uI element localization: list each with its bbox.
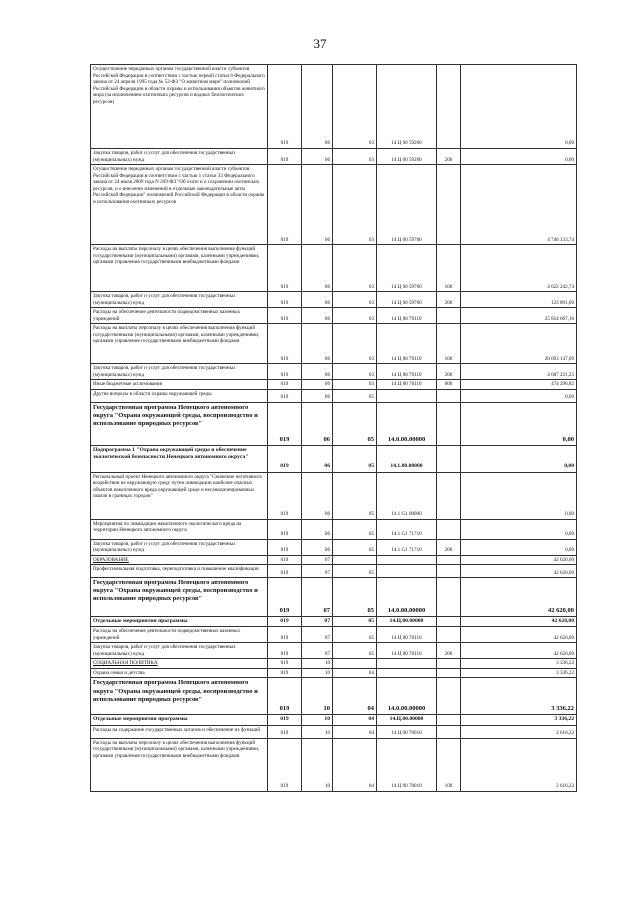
table-row — [91, 389, 577, 402]
row-amount: 0,00 — [461, 389, 577, 402]
row-target-article: 14 Ц 00 70110 — [377, 627, 437, 643]
row-amount: 3 336,22 — [461, 668, 577, 678]
row-section-code: 06 — [302, 445, 333, 472]
row-target-article: 14 Ц 00 70110 — [377, 364, 437, 380]
row-section-code: 07 — [302, 565, 333, 578]
row-section-code: 10 — [302, 715, 333, 725]
row-grbs-code: 019 — [268, 149, 302, 165]
row-grbs-code: 019 — [268, 402, 302, 445]
row-target-article: 14 Ц 00 70110 — [377, 308, 437, 324]
row-expense-type — [437, 519, 461, 539]
row-amount: 4 622 242,74 — [461, 245, 577, 292]
budget-table — [90, 64, 577, 792]
row-section-code: 06 — [302, 402, 333, 445]
row-target-article: 14 1 G1 71710 — [377, 539, 437, 555]
row-section-code: 07 — [302, 555, 333, 565]
row-subsection-code: 05 — [333, 445, 377, 472]
row-grbs-code: 019 — [268, 308, 302, 324]
row-target-article: 14.Ц.00.00000 — [377, 715, 437, 725]
row-grbs-code: 019 — [268, 65, 302, 149]
row-subsection-code: 04 — [333, 738, 377, 791]
row-expense-type — [437, 725, 461, 738]
row-name: Государственная программа Ненецкого автономного округа "Охрана окружающей среды, воспроизводство и использование природных ресурсов" — [91, 578, 268, 617]
row-subsection-code: 03 — [333, 65, 377, 149]
row-target-article: 14 Ц 00 70010 — [377, 738, 437, 791]
row-grbs-code: 019 — [268, 617, 302, 627]
row-target-article: 14 Ц 00 70010 — [377, 725, 437, 738]
row-section-code: 10 — [302, 659, 333, 669]
row-expense-type — [437, 668, 461, 678]
row-name: Профессиональная подготовка, переподготовка и повышение квалификации — [91, 565, 268, 578]
row-subsection-code: 03 — [333, 149, 377, 165]
row-amount: 42 620,00 — [461, 643, 577, 659]
row-target-article — [377, 668, 437, 678]
row-section-code: 07 — [302, 578, 333, 617]
row-expense-type — [437, 65, 461, 149]
row-section-code: 06 — [302, 165, 333, 245]
table-row — [91, 292, 577, 308]
row-grbs-code: 019 — [268, 472, 302, 519]
row-amount: 20 693 147,09 — [461, 324, 577, 364]
table-row — [91, 725, 577, 738]
row-section-code: 06 — [302, 324, 333, 364]
row-target-article: 14 Ц 00 59700 — [377, 245, 437, 292]
row-target-article: 14 1 G1 00000 — [377, 472, 437, 519]
row-expense-type — [437, 565, 461, 578]
row-grbs-code: 019 — [268, 678, 302, 715]
row-name: Расходы на обеспечение деятельности подведомственных казенных учреждений — [91, 308, 268, 324]
row-grbs-code: 019 — [268, 643, 302, 659]
row-amount: 42 620,00 — [461, 555, 577, 565]
row-grbs-code: 019 — [268, 245, 302, 292]
row-expense-type — [437, 402, 461, 445]
row-target-article — [377, 555, 437, 565]
row-name: Закупка товаров, работ и услуг для обеспечения государственных (муниципальных) нужд — [91, 149, 268, 165]
row-section-code: 06 — [302, 519, 333, 539]
row-subsection-code: 05 — [333, 627, 377, 643]
row-amount: 3 336,22 — [461, 715, 577, 725]
row-section-code: 07 — [302, 627, 333, 643]
row-name: Другие вопросы в области охраны окружающей среды — [91, 389, 268, 402]
row-subsection-code: 03 — [333, 364, 377, 380]
row-section-code: 10 — [302, 668, 333, 678]
table-row — [91, 668, 577, 678]
row-grbs-code: 019 — [268, 565, 302, 578]
row-subsection-code — [333, 659, 377, 669]
table-row — [91, 445, 577, 472]
row-name: СОЦИАЛЬНАЯ ПОЛИТИКА — [91, 659, 268, 669]
row-expense-type — [437, 165, 461, 245]
table-row — [91, 519, 577, 539]
row-amount: 42 620,00 — [461, 627, 577, 643]
row-section-code: 06 — [302, 308, 333, 324]
row-amount: 0,00 — [461, 149, 577, 165]
table-row — [91, 324, 577, 364]
row-subsection-code: 04 — [333, 725, 377, 738]
row-grbs-code: 019 — [268, 659, 302, 669]
row-subsection-code: 05 — [333, 472, 377, 519]
table-row — [91, 165, 577, 245]
row-name: Расходы на содержание государственных органов и обеспечение их функций — [91, 725, 268, 738]
row-subsection-code: 05 — [333, 519, 377, 539]
row-target-article: 14 1 G1 71710 — [377, 519, 437, 539]
row-amount: 4 746 133,74 — [461, 165, 577, 245]
row-expense-type — [437, 617, 461, 627]
table-row — [91, 380, 577, 390]
row-subsection-code: 05 — [333, 565, 377, 578]
row-grbs-code: 019 — [268, 539, 302, 555]
row-amount: 0,00 — [461, 519, 577, 539]
row-amount: 0,00 — [461, 539, 577, 555]
row-target-article: 14.0.00.00000 — [377, 402, 437, 445]
row-name: Закупка товаров, работ и услуг для обеспечения государственных (муниципальных) нужд — [91, 643, 268, 659]
row-target-article: 14 Ц 00 70110 — [377, 643, 437, 659]
row-target-article: 14 Ц 00 70110 — [377, 380, 437, 390]
row-section-code: 06 — [302, 364, 333, 380]
row-section-code: 06 — [302, 245, 333, 292]
row-expense-type — [437, 678, 461, 715]
row-subsection-code: 03 — [333, 324, 377, 364]
row-section-code: 06 — [302, 472, 333, 519]
row-target-article — [377, 389, 437, 402]
row-target-article — [377, 659, 437, 669]
row-section-code: 10 — [302, 725, 333, 738]
row-name: Государственная программа Ненецкого автономного округа "Охрана окружающей среды, воспроизводство и использование природных ресурсов" — [91, 678, 268, 715]
row-expense-type — [437, 445, 461, 472]
row-target-article: 14.Ц.00.00000 — [377, 617, 437, 627]
row-amount: 2 616,22 — [461, 725, 577, 738]
table-row — [91, 539, 577, 555]
row-grbs-code: 019 — [268, 578, 302, 617]
row-section-code: 06 — [302, 292, 333, 308]
row-grbs-code: 019 — [268, 165, 302, 245]
row-grbs-code: 019 — [268, 668, 302, 678]
row-section-code: 07 — [302, 643, 333, 659]
row-name: Иные бюджетные ассигнования — [91, 380, 268, 390]
row-name: Мероприятия по ликвидации накопленного экологического вреда на территории Ненецкого автономного округа — [91, 519, 268, 539]
row-name: Расходы на обеспечение деятельности подведомственных казенных учреждений — [91, 627, 268, 643]
row-subsection-code: 03 — [333, 165, 377, 245]
row-section-code: 10 — [302, 678, 333, 715]
table-row — [91, 245, 577, 292]
table-row — [91, 65, 577, 149]
row-name: Отдельные мероприятия программы — [91, 715, 268, 725]
row-grbs-code: 019 — [268, 738, 302, 791]
row-grbs-code: 019 — [268, 725, 302, 738]
row-name: Осуществление переданных органам государственной власти субъектов Российской Федерации в соответствии с частью 1 статьи 33 Федерального закона от 24 июля 2009 года N 209-ФЗ "Об охоте и о сохранении охотничьих ресурсов, и о внесении изменений в отдельные законодательные акты Российской Федерации" полномочий Российской Федерации в области охраны и использования охотничьих ресурсов — [91, 165, 268, 245]
row-subsection-code: 05 — [333, 578, 377, 617]
table-row — [91, 364, 577, 380]
table-row — [91, 617, 577, 627]
row-subsection-code: 04 — [333, 678, 377, 715]
row-name: Закупка товаров, работ и услуг для обеспечения государственных (муниципальных) нужд — [91, 364, 268, 380]
row-grbs-code: 019 — [268, 715, 302, 725]
row-expense-type: 100 — [437, 738, 461, 791]
table-row — [91, 659, 577, 669]
row-amount: 0,00 — [461, 65, 577, 149]
row-amount: 42 620,00 — [461, 565, 577, 578]
row-amount: 42 620,00 — [461, 617, 577, 627]
row-name: Расходы на выплаты персоналу в целях обеспечения выполнения функций государственными (муниципальными) органами, казенными учреждениями, органами управления государственными внебюджетными фондами — [91, 324, 268, 364]
table-row — [91, 715, 577, 725]
table-row — [91, 308, 577, 324]
row-target-article: 14.0.00.00000 — [377, 678, 437, 715]
table-row — [91, 555, 577, 565]
row-amount: 0,00 — [461, 402, 577, 445]
table-row — [91, 472, 577, 519]
row-target-article: 14.0.00.00000 — [377, 578, 437, 617]
row-subsection-code: 05 — [333, 389, 377, 402]
row-amount: 0,00 — [461, 472, 577, 519]
row-name: Государственная программа Ненецкого автономного округа "Охрана окружающей среды, воспроизводство и использование природных ресурсов" — [91, 402, 268, 445]
row-section-code: 06 — [302, 65, 333, 149]
row-expense-type — [437, 308, 461, 324]
row-amount: 0,00 — [461, 445, 577, 472]
page-number: 37 — [313, 36, 327, 51]
row-name: Осуществление переданных органам государственной власти субъектов Российской Федерации в соответствии с частью первой статьи 6 Федерального закона от 24 апреля 1995 года № 52-ФЗ "О животном мире" полномочий Российской Федерации в области охраны и использования объектов животного мира (за исключением охотничьих ресурсов и водных биологических ресурсов) — [91, 65, 268, 149]
row-grbs-code: 019 — [268, 324, 302, 364]
row-name: Расходы на выплаты персоналу в целях обеспечения выполнения функций государственными (муниципальными) органами, казенными учреждениями, органами управления государственными внебюджетными фондами — [91, 245, 268, 292]
row-amount: 123 891,00 — [461, 292, 577, 308]
row-subsection-code: 05 — [333, 643, 377, 659]
row-section-code: 06 — [302, 539, 333, 555]
row-expense-type: 200 — [437, 539, 461, 555]
row-amount: 2 616,22 — [461, 738, 577, 791]
row-expense-type: 200 — [437, 364, 461, 380]
table-row — [91, 149, 577, 165]
row-name: ОБРАЗОВАНИЕ — [91, 555, 268, 565]
table-row — [91, 738, 577, 791]
row-grbs-code: 019 — [268, 519, 302, 539]
table-row — [91, 678, 577, 715]
row-subsection-code: 05 — [333, 402, 377, 445]
row-expense-type: 100 — [437, 324, 461, 364]
table-row — [91, 578, 577, 617]
row-grbs-code: 019 — [268, 380, 302, 390]
table-row — [91, 627, 577, 643]
row-expense-type: 200 — [437, 149, 461, 165]
row-grbs-code: 019 — [268, 627, 302, 643]
row-target-article: 14 Ц 00 59200 — [377, 149, 437, 165]
row-target-article: 14 Ц 00 59200 — [377, 65, 437, 149]
row-name: Отдельные мероприятия программы — [91, 617, 268, 627]
row-target-article — [377, 565, 437, 578]
row-amount: 25 854 667,16 — [461, 308, 577, 324]
row-subsection-code — [333, 555, 377, 565]
row-subsection-code: 05 — [333, 539, 377, 555]
row-section-code: 06 — [302, 389, 333, 402]
row-expense-type — [437, 555, 461, 565]
table-row — [91, 643, 577, 659]
row-section-code: 07 — [302, 617, 333, 627]
row-expense-type — [437, 389, 461, 402]
row-expense-type: 200 — [437, 292, 461, 308]
row-section-code: 10 — [302, 738, 333, 791]
row-subsection-code: 03 — [333, 308, 377, 324]
row-expense-type: 800 — [437, 380, 461, 390]
row-expense-type — [437, 715, 461, 725]
row-section-code: 06 — [302, 380, 333, 390]
row-subsection-code: 03 — [333, 292, 377, 308]
row-amount: 3 336,22 — [461, 659, 577, 669]
row-section-code: 06 — [302, 149, 333, 165]
row-target-article: 14 Ц 00 70110 — [377, 324, 437, 364]
row-expense-type — [437, 472, 461, 519]
row-name: Закупка товаров, работ и услуг для обеспечения государственных (муниципальных) нужд — [91, 539, 268, 555]
row-name: Закупка товаров, работ и услуг для обеспечения государственных (муниципальных) нужд — [91, 292, 268, 308]
row-name: Региональный проект Ненецкого автономного округа "Снижение негативного воздействия на окружающую среду путем ликвидации наиболее опасных объектов накопленного вреда окружающей среде и несанкционированных свалок в границах городов" — [91, 472, 268, 519]
row-expense-type — [437, 627, 461, 643]
row-subsection-code: 04 — [333, 715, 377, 725]
row-grbs-code: 019 — [268, 364, 302, 380]
row-amount: 42 620,00 — [461, 578, 577, 617]
row-grbs-code: 019 — [268, 555, 302, 565]
row-name: Расходы на выплаты персоналу в целях обеспечения выполнения функций государственными (муниципальными) органами, казенными учреждениями, органами управления государственными внебюджетными фондами — [91, 738, 268, 791]
row-subsection-code: 03 — [333, 245, 377, 292]
row-amount: 4 687 221,25 — [461, 364, 577, 380]
row-subsection-code: 03 — [333, 380, 377, 390]
row-expense-type — [437, 578, 461, 617]
table-row — [91, 402, 577, 445]
row-name: Охрана семьи и детства — [91, 668, 268, 678]
row-name: Подпрограмма 1 "Охрана окружающей среды и обеспечение экологической безопасности Ненецкого автономного округа" — [91, 445, 268, 472]
row-expense-type: 200 — [437, 643, 461, 659]
row-amount: 474 298,82 — [461, 380, 577, 390]
row-grbs-code: 019 — [268, 292, 302, 308]
row-grbs-code: 019 — [268, 445, 302, 472]
row-grbs-code: 019 — [268, 389, 302, 402]
row-expense-type — [437, 659, 461, 669]
row-amount: 3 336,22 — [461, 678, 577, 715]
row-subsection-code: 04 — [333, 668, 377, 678]
row-subsection-code: 05 — [333, 617, 377, 627]
row-target-article: 14.1.00.00000 — [377, 445, 437, 472]
row-expense-type: 100 — [437, 245, 461, 292]
row-target-article: 14 Ц 00 59700 — [377, 165, 437, 245]
table-row — [91, 565, 577, 578]
row-target-article: 14 Ц 00 59700 — [377, 292, 437, 308]
